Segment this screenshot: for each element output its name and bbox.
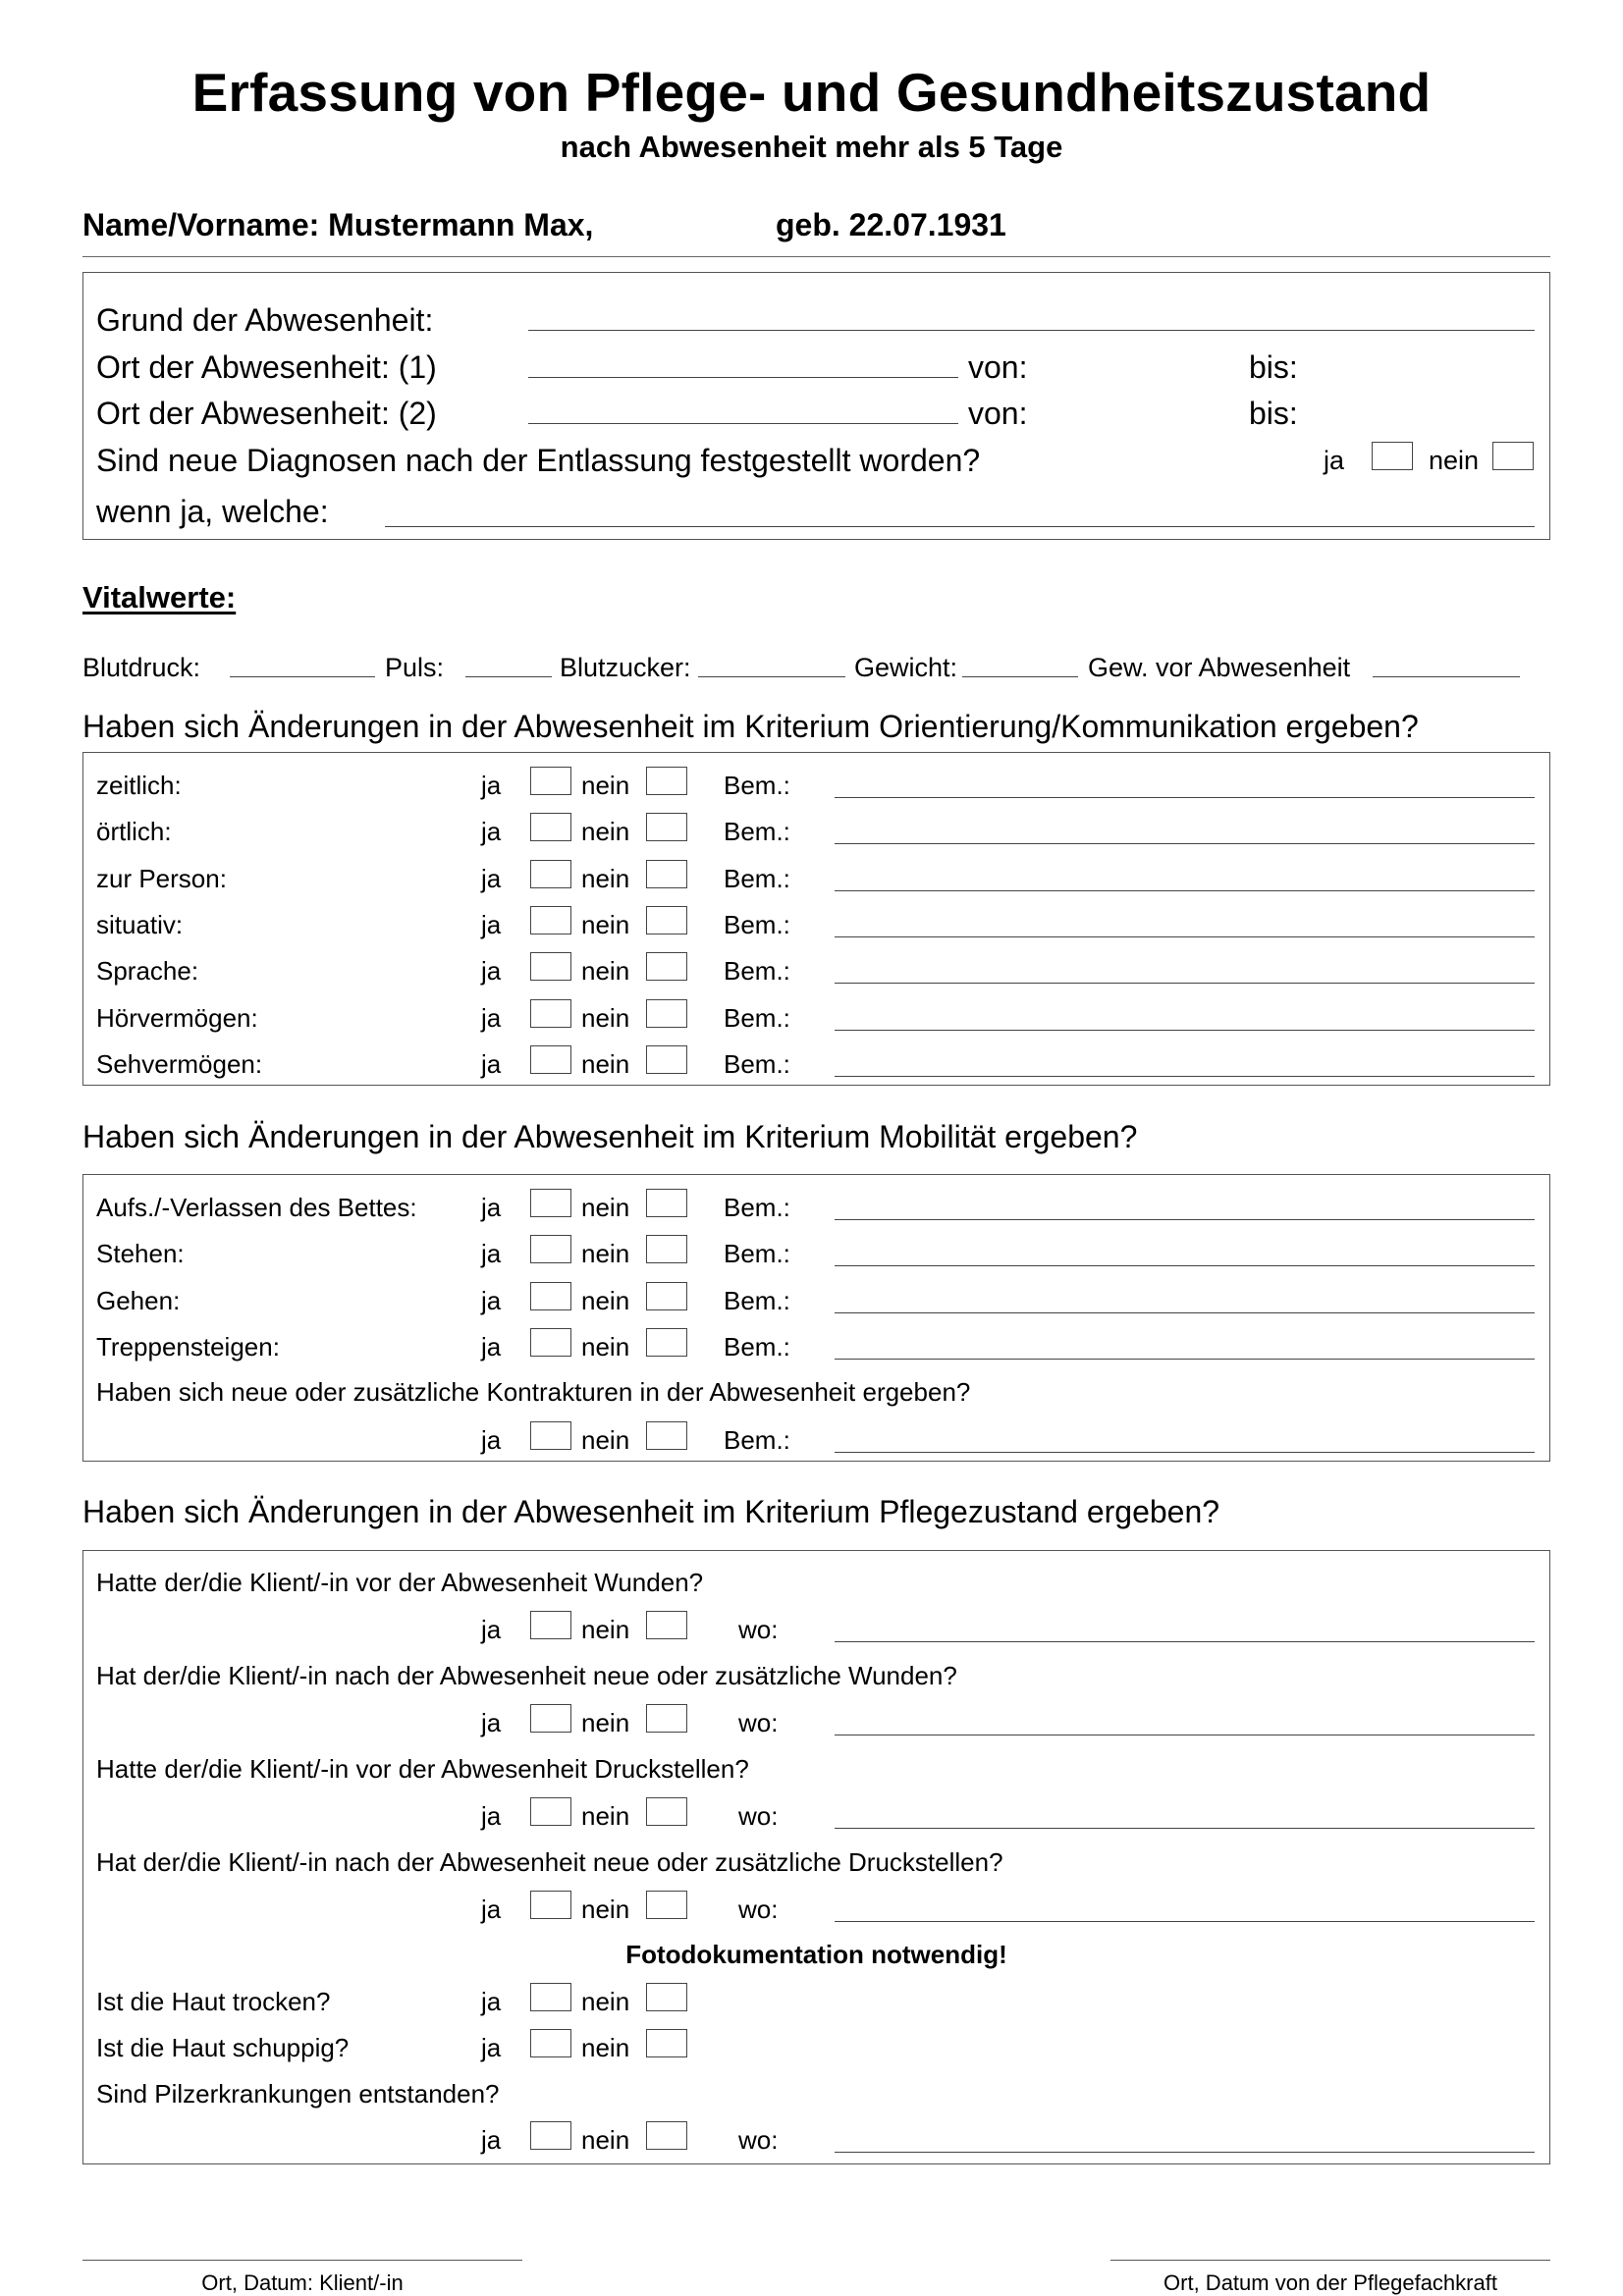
- absence-ort2-label: Ort der Abwesenheit: (2): [96, 396, 437, 431]
- absence-ort2-bis: bis:: [1249, 396, 1298, 431]
- orientierung-heading: Haben sich Änderungen in der Abwesenheit im Kriterium Orientierung/Kommunikation ergeben?: [82, 709, 1419, 744]
- orientierung-row-5-label: Hörvermögen:: [96, 1002, 258, 1033]
- mobilitaet-row-2-remark-field[interactable]: [835, 1312, 1535, 1313]
- wunden-vor-answer-ja-checkbox[interactable]: [530, 1611, 571, 1639]
- wunden-nach-answer-nein-checkbox[interactable]: [646, 1704, 687, 1733]
- haut-schuppig-answer-ja-checkbox[interactable]: [530, 2029, 571, 2057]
- orientierung-row-3-label: situativ:: [96, 909, 184, 939]
- gewicht-label: Gewicht:: [854, 653, 958, 682]
- fotodokumentation-note: Fotodokumentation notwendig!: [625, 1940, 1007, 1969]
- patient-name: Name/Vorname: Mustermann Max,: [82, 207, 594, 242]
- absence-grund-field[interactable]: [528, 330, 1535, 331]
- kontrakturen-row-ja-label: ja: [481, 1425, 502, 1455]
- orientierung-row-2-label: zur Person:: [96, 863, 227, 893]
- mobilitaet-row-0-nein-checkbox[interactable]: [646, 1189, 687, 1217]
- druckstellen-vor-answer-remark-field[interactable]: [835, 1828, 1535, 1829]
- orientierung-row-2-ja-checkbox[interactable]: [530, 860, 571, 888]
- pilz-answer-ja-label: ja: [481, 2125, 502, 2155]
- haut-trocken-answer-nein-checkbox[interactable]: [646, 1983, 687, 2011]
- orientierung-row-6-nein-checkbox[interactable]: [646, 1045, 687, 1074]
- orientierung-row-5-remark-field[interactable]: [835, 1030, 1535, 1031]
- mobilitaet-row-1-nein-label: nein: [581, 1239, 630, 1269]
- haut-trocken-answer-ja-label: ja: [481, 1987, 502, 2016]
- absence-ort2-von: von:: [968, 396, 1028, 431]
- orientierung-section: [82, 752, 1550, 1086]
- orientierung-row-4-label: Sprache:: [96, 956, 199, 987]
- diagnosen-ja-checkbox[interactable]: [1372, 442, 1413, 470]
- kontrakturen-question: Haben sich neue oder zusätzliche Kontrakturen in der Abwesenheit ergeben?: [96, 1377, 971, 1407]
- blutzucker-label: Blutzucker:: [560, 653, 691, 682]
- orientierung-row-1-nein-checkbox[interactable]: [646, 813, 687, 841]
- orientierung-row-2-nein-label: nein: [581, 863, 630, 893]
- wunden-vor-answer-nein-label: nein: [581, 1615, 630, 1644]
- mobilitaet-row-2-ja-label: ja: [481, 1285, 502, 1315]
- orientierung-row-4-remark-field[interactable]: [835, 983, 1535, 984]
- puls-field[interactable]: [465, 676, 552, 677]
- haut-trocken-answer-ja-checkbox[interactable]: [530, 1983, 571, 2011]
- druckstellen-vor-answer-wo-label: wo:: [738, 1801, 779, 1831]
- mobilitaet-row-0-nein-label: nein: [581, 1193, 630, 1222]
- orientierung-row-1-bem-label: Bem.:: [724, 817, 790, 847]
- orientierung-row-1-remark-field[interactable]: [835, 843, 1535, 844]
- wunden-nach-answer-wo-label: wo:: [738, 1708, 779, 1737]
- orientierung-row-4-ja-checkbox[interactable]: [530, 952, 571, 981]
- mobilitaet-row-2-ja-checkbox[interactable]: [530, 1282, 571, 1310]
- blutzucker-field[interactable]: [698, 676, 845, 677]
- patient-birth: geb. 22.07.1931: [776, 207, 1006, 242]
- orientierung-row-6-remark-field[interactable]: [835, 1076, 1535, 1077]
- orientierung-row-5-nein-checkbox[interactable]: [646, 999, 687, 1028]
- absence-ort2-field[interactable]: [528, 423, 958, 424]
- signature-label-nurse: Ort, Datum von der Pflegefachkraft: [1163, 2270, 1497, 2295]
- orientierung-row-6-label: Sehvermögen:: [96, 1048, 263, 1079]
- pilz-answer-remark-field[interactable]: [835, 2152, 1535, 2153]
- header-divider: [82, 256, 1550, 257]
- absence-ort1-label: Ort der Abwesenheit: (1): [96, 349, 437, 385]
- orientierung-row-2-nein-checkbox[interactable]: [646, 860, 687, 888]
- orientierung-row-1-label: örtlich:: [96, 817, 172, 847]
- wunden-vor-answer-remark-field[interactable]: [835, 1641, 1535, 1642]
- gewicht-field[interactable]: [962, 676, 1078, 677]
- mobilitaet-row-3-label: Treppensteigen:: [96, 1331, 280, 1362]
- orientierung-row-1-ja-checkbox[interactable]: [530, 813, 571, 841]
- orientierung-row-0-bem-label: Bem.:: [724, 771, 790, 800]
- wunden-vor-answer-nein-checkbox[interactable]: [646, 1611, 687, 1639]
- mobilitaet-row-1-ja-checkbox[interactable]: [530, 1235, 571, 1263]
- mobilitaet-row-2-label: Gehen:: [96, 1285, 181, 1315]
- mobilitaet-row-1-label: Stehen:: [96, 1239, 185, 1269]
- orientierung-row-0-ja-label: ja: [481, 771, 502, 800]
- orientierung-row-0-ja-checkbox[interactable]: [530, 767, 571, 795]
- mobilitaet-row-1-remark-field[interactable]: [835, 1265, 1535, 1266]
- form-subtitle: nach Abwesenheit mehr als 5 Tage: [560, 130, 1063, 164]
- orientierung-row-1-nein-label: nein: [581, 817, 630, 847]
- absence-ort1-bis: bis:: [1249, 349, 1298, 385]
- wunden-nach-answer-ja-label: ja: [481, 1708, 502, 1737]
- orientierung-row-3-remark-field[interactable]: [835, 936, 1535, 937]
- absence-ort1-von: von:: [968, 349, 1028, 385]
- orientierung-row-2-ja-label: ja: [481, 863, 502, 893]
- gew-vor-field[interactable]: [1373, 676, 1520, 677]
- wunden-nach-answer-ja-checkbox[interactable]: [530, 1704, 571, 1733]
- mobilitaet-row-3-nein-checkbox[interactable]: [646, 1328, 687, 1357]
- mobilitaet-row-1-bem-label: Bem.:: [724, 1239, 790, 1269]
- orientierung-row-0-remark-field[interactable]: [835, 797, 1535, 798]
- druckstellen-vor-answer-ja-checkbox[interactable]: [530, 1797, 571, 1826]
- signature-label-client: Ort, Datum: Klient/-in: [201, 2270, 404, 2295]
- blutdruck-label: Blutdruck:: [82, 653, 201, 682]
- mobilitaet-row-0-ja-label: ja: [481, 1193, 502, 1222]
- orientierung-row-3-ja-checkbox[interactable]: [530, 906, 571, 934]
- orientierung-row-6-ja-checkbox[interactable]: [530, 1045, 571, 1074]
- pilz-answer-nein-label: nein: [581, 2125, 630, 2155]
- puls-label: Puls:: [385, 653, 445, 682]
- absence-ort1-field[interactable]: [528, 377, 958, 378]
- orientierung-row-2-remark-field[interactable]: [835, 890, 1535, 891]
- mobilitaet-row-3-ja-label: ja: [481, 1331, 502, 1362]
- diagnosen-welche-label: wenn ja, welche:: [96, 494, 329, 529]
- diagnosen-ja-label: ja: [1324, 446, 1345, 475]
- mobilitaet-row-0-label: Aufs./-Verlassen des Bettes:: [96, 1193, 417, 1222]
- pilz-answer-nein-checkbox[interactable]: [646, 2121, 687, 2150]
- pilz-answer-ja-checkbox[interactable]: [530, 2121, 571, 2150]
- orientierung-row-5-bem-label: Bem.:: [724, 1002, 790, 1033]
- orientierung-row-4-bem-label: Bem.:: [724, 956, 790, 987]
- wunden-nach-question: Hat der/die Klient/-in nach der Abwesenheit neue oder zusätzliche Wunden?: [96, 1661, 957, 1690]
- gew-vor-label: Gew. vor Abwesenheit: [1088, 653, 1351, 682]
- form-title: Erfassung von Pflege- und Gesundheitszustand: [191, 62, 1432, 123]
- mobilitaet-row-1-ja-label: ja: [481, 1239, 502, 1269]
- orientierung-row-3-nein-checkbox[interactable]: [646, 906, 687, 934]
- orientierung-row-3-ja-label: ja: [481, 909, 502, 939]
- mobilitaet-heading: Haben sich Änderungen in der Abwesenheit im Kriterium Mobilität ergeben?: [82, 1119, 1138, 1154]
- pflegezustand-heading: Haben sich Änderungen in der Abwesenheit im Kriterium Pflegezustand ergeben?: [82, 1494, 1220, 1529]
- orientierung-row-0-nein-label: nein: [581, 771, 630, 800]
- blutdruck-field[interactable]: [230, 676, 375, 677]
- orientierung-row-6-nein-label: nein: [581, 1048, 630, 1079]
- diagnosen-nein-checkbox[interactable]: [1492, 442, 1534, 470]
- druckstellen-vor-answer-ja-label: ja: [481, 1801, 502, 1831]
- pilz-question: Sind Pilzerkrankungen entstanden?: [96, 2079, 500, 2109]
- orientierung-row-1-ja-label: ja: [481, 817, 502, 847]
- mobilitaet-row-2-bem-label: Bem.:: [724, 1285, 790, 1315]
- kontrakturen-row-nein-label: nein: [581, 1425, 630, 1455]
- signature-line-nurse[interactable]: [1110, 2260, 1550, 2261]
- mobilitaet-row-0-bem-label: Bem.:: [724, 1193, 790, 1222]
- wunden-nach-answer-nein-label: nein: [581, 1708, 630, 1737]
- mobilitaet-row-0-remark-field[interactable]: [835, 1219, 1535, 1220]
- kontrakturen-row-ja-checkbox[interactable]: [530, 1421, 571, 1450]
- orientierung-row-6-bem-label: Bem.:: [724, 1048, 790, 1079]
- orientierung-row-5-ja-checkbox[interactable]: [530, 999, 571, 1028]
- pilz-answer-wo-label: wo:: [738, 2125, 779, 2155]
- druckstellen-vor-answer-nein-checkbox[interactable]: [646, 1797, 687, 1826]
- druckstellen-vor-answer-nein-label: nein: [581, 1801, 630, 1831]
- wunden-vor-answer-ja-label: ja: [481, 1615, 502, 1644]
- mobilitaet-row-2-nein-checkbox[interactable]: [646, 1282, 687, 1310]
- druckstellen-nach-answer-nein-label: nein: [581, 1895, 630, 1924]
- diagnosen-nein-label: nein: [1429, 446, 1480, 475]
- orientierung-row-5-nein-label: nein: [581, 1002, 630, 1033]
- diagnosen-welche-field[interactable]: [385, 526, 1535, 527]
- wunden-vor-question: Hatte der/die Klient/-in vor der Abwesenheit Wunden?: [96, 1568, 704, 1597]
- orientierung-row-4-nein-label: nein: [581, 956, 630, 987]
- haut-schuppig-answer-nein-label: nein: [581, 2033, 630, 2062]
- druckstellen-nach-answer-wo-label: wo:: [738, 1895, 779, 1924]
- druckstellen-vor-question: Hatte der/die Klient/-in vor der Abwesenheit Druckstellen?: [96, 1754, 749, 1784]
- mobilitaet-row-3-bem-label: Bem.:: [724, 1331, 790, 1362]
- kontrakturen-row-bem-label: Bem.:: [724, 1425, 790, 1455]
- druckstellen-nach-question: Hat der/die Klient/-in nach der Abwesenheit neue oder zusätzliche Druckstellen?: [96, 1847, 1003, 1877]
- haut-schuppig-answer-nein-checkbox[interactable]: [646, 2029, 687, 2057]
- absence-grund-label: Grund der Abwesenheit:: [96, 302, 434, 338]
- orientierung-row-3-bem-label: Bem.:: [724, 909, 790, 939]
- orientierung-row-2-bem-label: Bem.:: [724, 863, 790, 893]
- druckstellen-nach-answer-remark-field[interactable]: [835, 1921, 1535, 1922]
- mobilitaet-row-3-nein-label: nein: [581, 1331, 630, 1362]
- orientierung-row-4-ja-label: ja: [481, 956, 502, 987]
- mobilitaet-row-1-nein-checkbox[interactable]: [646, 1235, 687, 1263]
- haut-schuppig-answer-ja-label: ja: [481, 2033, 502, 2062]
- vitalwerte-heading: Vitalwerte:: [82, 580, 237, 614]
- haut-schuppig-question: Ist die Haut schuppig?: [96, 2033, 350, 2062]
- haut-trocken-answer-nein-label: nein: [581, 1987, 630, 2016]
- haut-trocken-question: Ist die Haut trocken?: [96, 1987, 331, 2016]
- mobilitaet-row-3-remark-field[interactable]: [835, 1359, 1535, 1360]
- orientierung-row-4-nein-checkbox[interactable]: [646, 952, 687, 981]
- orientierung-row-3-nein-label: nein: [581, 909, 630, 939]
- orientierung-row-0-nein-checkbox[interactable]: [646, 767, 687, 795]
- wunden-vor-answer-wo-label: wo:: [738, 1615, 779, 1644]
- orientierung-row-6-ja-label: ja: [481, 1048, 502, 1079]
- mobilitaet-row-0-ja-checkbox[interactable]: [530, 1189, 571, 1217]
- druckstellen-nach-answer-ja-checkbox[interactable]: [530, 1891, 571, 1919]
- orientierung-row-5-ja-label: ja: [481, 1002, 502, 1033]
- kontrakturen-row-remark-field[interactable]: [835, 1452, 1535, 1453]
- mobilitaet-row-2-nein-label: nein: [581, 1285, 630, 1315]
- orientierung-row-0-label: zeitlich:: [96, 771, 182, 800]
- mobilitaet-row-3-ja-checkbox[interactable]: [530, 1328, 571, 1357]
- signature-line-client[interactable]: [82, 2260, 522, 2261]
- druckstellen-nach-answer-nein-checkbox[interactable]: [646, 1891, 687, 1919]
- diagnosen-question: Sind neue Diagnosen nach der Entlassung festgestellt worden?: [96, 443, 981, 478]
- kontrakturen-row-nein-checkbox[interactable]: [646, 1421, 687, 1450]
- druckstellen-nach-answer-ja-label: ja: [481, 1895, 502, 1924]
